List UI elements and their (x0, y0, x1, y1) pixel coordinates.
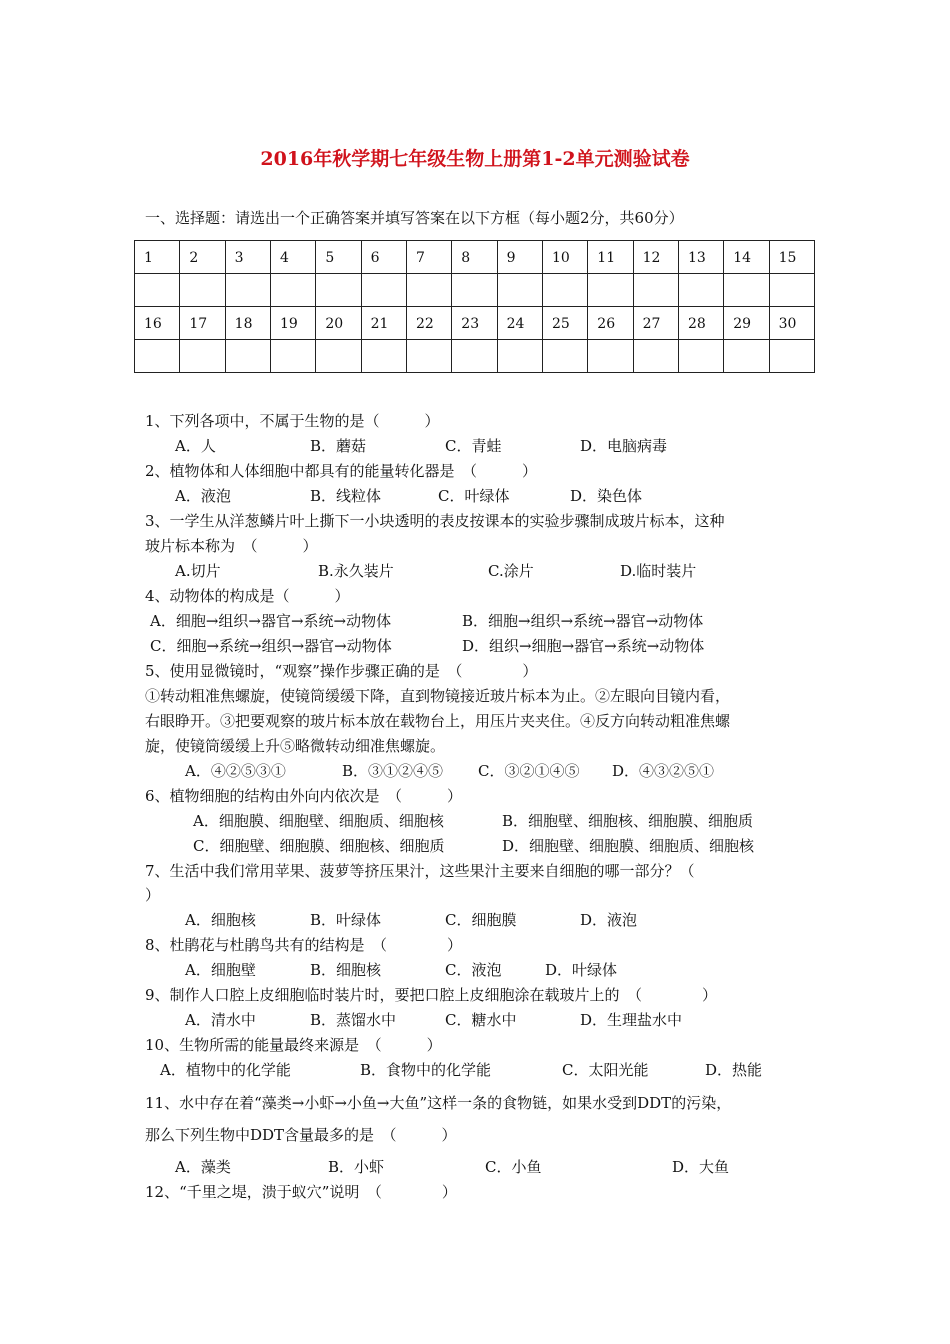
answer-grid (134, 240, 815, 373)
answer-cell[interactable] (452, 340, 497, 373)
answer-cell[interactable] (225, 274, 270, 307)
answer-cell[interactable] (316, 340, 361, 373)
q5-option-c: C．③②①④⑤ (478, 762, 580, 780)
answer-cell[interactable] (769, 340, 814, 373)
grid-cell: 9 (497, 241, 542, 274)
q8-option-d: D．叶绿体 (545, 961, 618, 979)
grid-cell: 20 (316, 307, 361, 340)
grid-cell: 24 (497, 307, 542, 340)
q4-option-a: A．细胞→组织→器官→系统→动物体 (150, 612, 392, 630)
q5-option-b: B．③①②④⑤ (342, 762, 444, 780)
q9-option-a: A．清水中 (185, 1011, 256, 1029)
page-title: 2016年秋学期七年级生物上册第1-2单元测验试卷 (260, 148, 690, 170)
question-10-stem: 10、生物所需的能量最终来源是 （ ） (145, 1036, 442, 1054)
grid-cell: 2 (180, 241, 225, 274)
question-11-stem: 11、水中存在着“藻类→小虾→小鱼→大鱼”这样一条的食物链，如果水受到DDT的污染， (145, 1094, 732, 1112)
answer-cell[interactable] (588, 274, 633, 307)
answer-cell[interactable] (225, 340, 270, 373)
question-2-stem: 2、植物体和人体细胞中都具有的能量转化器是 （ ） (145, 462, 538, 480)
question-8-stem: 8、杜鹃花与杜鹃鸟共有的结构是 （ ） (145, 936, 463, 954)
question-11-stem-cont: 那么下列生物中DDT含量最多的是 （ ） (145, 1126, 457, 1144)
answer-cell[interactable] (406, 340, 451, 373)
grid-cell: 27 (633, 307, 678, 340)
question-1-stem: 1、下列各项中，不属于生物的是（ ） (145, 412, 440, 430)
q3-option-a: A.切片 (175, 562, 221, 580)
answer-cell[interactable] (135, 274, 180, 307)
q6-option-b: B．细胞壁、细胞核、细胞膜、细胞质 (502, 812, 754, 830)
q9-option-b: B．蒸馏水中 (310, 1011, 397, 1029)
question-5-text: 右眼睁开。③把要观察的玻片标本放在载物台上，用压片夹夹住。④反方向转动粗准焦螺 (145, 712, 731, 730)
answer-cell[interactable] (678, 274, 723, 307)
q11-option-d: D．大鱼 (672, 1158, 730, 1176)
q7-option-d: D．液泡 (580, 911, 638, 929)
grid-cell: 16 (135, 307, 180, 340)
q7-option-a: A．细胞核 (185, 911, 256, 929)
grid-cell: 29 (724, 307, 769, 340)
q1-option-b: B．蘑菇 (310, 437, 367, 455)
grid-number-row (135, 241, 815, 274)
answer-cell[interactable] (361, 340, 406, 373)
question-7-stem: 7、生活中我们常用苹果、菠萝等挤压果汁，这些果汁主要来自细胞的哪一部分？（ (145, 862, 695, 880)
q10-option-c: C．太阳光能 (562, 1061, 649, 1079)
q10-option-b: B．食物中的化学能 (360, 1061, 492, 1079)
grid-cell: 15 (769, 241, 814, 274)
answer-cell[interactable] (633, 340, 678, 373)
answer-cell[interactable] (542, 340, 587, 373)
q3-option-b: B.永久装片 (318, 562, 394, 580)
q7-option-b: B．叶绿体 (310, 911, 382, 929)
q2-option-d: D．染色体 (570, 487, 643, 505)
grid-cell: 7 (406, 241, 451, 274)
q5-option-a: A．④②⑤③① (185, 762, 286, 780)
answer-cell[interactable] (724, 274, 769, 307)
answer-cell[interactable] (769, 274, 814, 307)
q9-option-c: C．糖水中 (445, 1011, 517, 1029)
grid-cell: 3 (225, 241, 270, 274)
grid-cell: 28 (678, 307, 723, 340)
answer-cell[interactable] (135, 340, 180, 373)
q8-option-a: A．细胞壁 (185, 961, 256, 979)
grid-cell: 26 (588, 307, 633, 340)
q4-option-c: C．细胞→系统→组织→器官→动物体 (150, 637, 392, 655)
grid-cell: 25 (542, 307, 587, 340)
q3-option-d: D.临时装片 (620, 562, 697, 580)
answer-cell[interactable] (316, 274, 361, 307)
grid-number-row (135, 307, 815, 340)
answer-cell[interactable] (270, 340, 315, 373)
grid-cell: 11 (588, 241, 633, 274)
question-5-text: ①转动粗准焦螺旋，使镜筒缓缓下降，直到物镜接近玻片标本为止。②左眼向目镜内看， (145, 687, 731, 705)
q7-option-c: C．细胞膜 (445, 911, 517, 929)
answer-cell[interactable] (452, 274, 497, 307)
answer-cell[interactable] (542, 274, 587, 307)
grid-cell: 8 (452, 241, 497, 274)
q9-option-d: D．生理盐水中 (580, 1011, 683, 1029)
question-9-stem: 9、制作人口腔上皮细胞临时装片时，要把口腔上皮细胞涂在载玻片上的 （ ） (145, 986, 718, 1004)
grid-answer-row (135, 274, 815, 307)
q5-option-d: D．④③②⑤① (612, 762, 715, 780)
q1-option-c: C．青蛙 (445, 437, 502, 455)
grid-cell: 19 (270, 307, 315, 340)
grid-cell: 6 (361, 241, 406, 274)
q4-option-d: D．组织→细胞→器官→系统→动物体 (462, 637, 705, 655)
answer-cell[interactable] (678, 340, 723, 373)
q2-option-a: A．液泡 (175, 487, 231, 505)
question-3-stem: 3、一学生从洋葱鳞片叶上撕下一小块透明的表皮按课本的实验步骤制成玻片标本，这种 (145, 512, 725, 530)
q2-option-c: C．叶绿体 (438, 487, 510, 505)
grid-answer-row (135, 340, 815, 373)
answer-cell[interactable] (497, 274, 542, 307)
question-3-stem-cont: 玻片标本称为 （ ） (145, 537, 318, 555)
q6-option-c: C．细胞壁、细胞膜、细胞核、细胞质 (193, 837, 445, 855)
q1-option-a: A．人 (175, 437, 216, 455)
q8-option-c: C．液泡 (445, 961, 502, 979)
grid-cell: 17 (180, 307, 225, 340)
answer-cell[interactable] (724, 340, 769, 373)
q8-option-b: B．细胞核 (310, 961, 382, 979)
grid-cell: 18 (225, 307, 270, 340)
question-4-stem: 4、动物体的构成是（ ） (145, 587, 350, 605)
q10-option-a: A．植物中的化学能 (160, 1061, 291, 1079)
q11-option-c: C．小鱼 (485, 1158, 542, 1176)
q11-option-a: A．藻类 (175, 1158, 231, 1176)
question-5-stem: 5、使用显微镜时，“观察”操作步骤正确的是 （ ） (145, 662, 538, 680)
answer-cell[interactable] (180, 274, 225, 307)
grid-cell: 21 (361, 307, 406, 340)
question-12-stem: 12、“千里之堤，溃于蚁穴”说明 （ ） (145, 1183, 457, 1201)
answer-cell[interactable] (270, 274, 315, 307)
section-instruction: 一、选择题：请选出一个正确答案并填写答案在以下方框（每小题2分，共60分） (145, 209, 684, 227)
question-5-text: 旋，使镜筒缓缓上升⑤略微转动细准焦螺旋。 (145, 737, 446, 755)
q3-option-c: C.涂片 (488, 562, 534, 580)
q6-option-d: D．细胞壁、细胞膜、细胞质、细胞核 (502, 837, 755, 855)
grid-cell: 1 (135, 241, 180, 274)
q1-option-d: D．电脑病毒 (580, 437, 668, 455)
grid-cell: 23 (452, 307, 497, 340)
answer-cell[interactable] (497, 340, 542, 373)
q6-option-a: A．细胞膜、细胞壁、细胞质、细胞核 (193, 812, 444, 830)
answer-cell[interactable] (361, 274, 406, 307)
answer-cell[interactable] (180, 340, 225, 373)
grid-cell: 13 (678, 241, 723, 274)
q10-option-d: D．热能 (705, 1061, 763, 1079)
answer-cell[interactable] (633, 274, 678, 307)
grid-cell: 30 (769, 307, 814, 340)
grid-cell: 14 (724, 241, 769, 274)
q2-option-b: B．线粒体 (310, 487, 382, 505)
question-7-stem-cont: ） (145, 886, 161, 904)
grid-cell: 12 (633, 241, 678, 274)
question-6-stem: 6、植物细胞的结构由外向内依次是 （ ） (145, 787, 463, 805)
grid-cell: 4 (270, 241, 315, 274)
answer-cell[interactable] (588, 340, 633, 373)
grid-cell: 10 (542, 241, 587, 274)
q11-option-b: B．小虾 (328, 1158, 385, 1176)
grid-cell: 22 (406, 307, 451, 340)
grid-cell: 5 (316, 241, 361, 274)
q4-option-b: B．细胞→组织→系统→器官→动物体 (462, 612, 704, 630)
answer-cell[interactable] (406, 274, 451, 307)
